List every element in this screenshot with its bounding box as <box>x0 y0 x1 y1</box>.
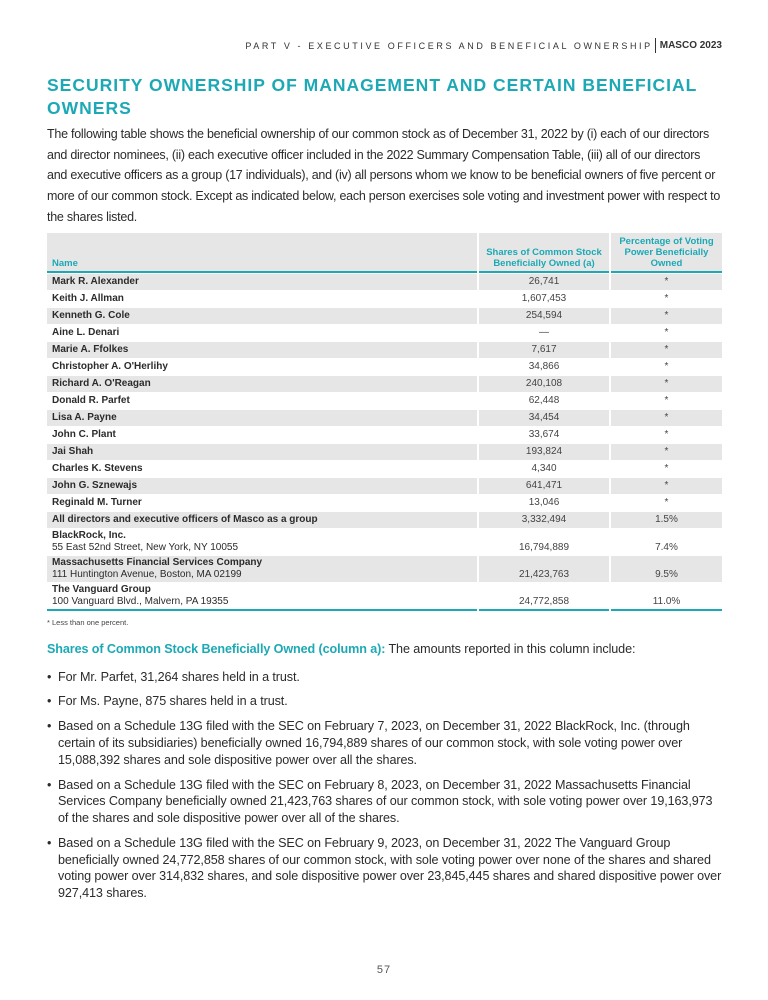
brand-label: MASCO 2023 <box>659 40 722 51</box>
table-row <box>47 274 722 290</box>
table-row <box>47 495 722 511</box>
table-row <box>47 393 722 409</box>
row-name: All directors and executive officers of Masco as a group <box>47 512 477 528</box>
table-row <box>47 478 722 494</box>
row-percentage: * <box>664 394 669 406</box>
table-row <box>47 359 722 375</box>
header-percentage: Percentage of Voting Power Beneficially Owned <box>611 233 722 273</box>
intro-paragraph: The following table shows the beneficial ownership of our common stock as of December 31, 2022 by (i) each of our directors and director nominees, (ii) each executive officer included in the 2022 Summary Compensation Table, (iii) all of our directors and executive officers as a group (17 individuals), and (iv) all persons whom we know to be beneficial owners of five percent or more of our common stock. Except as indicated below, each person exercises sole voting and investment power with respect to the shares listed. <box>47 127 721 224</box>
table-row <box>47 410 722 426</box>
row-percentage: * <box>611 444 722 460</box>
note-text: Based on a Schedule 13G filed with the SEC on February 9, 2023, on December 31, 2022 The Vanguard Group beneficially owned 24,772,858 shares of our common stock, with sole voting power over none of the shares and shared voting power over 314,832 shares, and sole dispositive power over 23,845,445 shares and shared dispositive power over 927,413 shares. <box>58 835 722 901</box>
holder-shares: 21,423,763 <box>479 556 609 582</box>
table-footnote: * Less than one percent. <box>47 617 129 627</box>
row-percentage: * <box>664 462 669 474</box>
holder-name: BlackRock, Inc. <box>52 529 126 541</box>
note-item <box>47 718 723 768</box>
row-name: Mark R. Alexander <box>47 274 477 290</box>
table-row <box>47 325 722 341</box>
holder-name: The Vanguard Group <box>52 583 151 595</box>
holder-percentage: 9.5% <box>611 556 722 582</box>
row-name: Lisa A. Payne <box>47 410 477 426</box>
header-name: Name <box>47 233 477 273</box>
note-text: Based on a Schedule 13G filed with the SEC on February 8, 2023, on December 31, 2022 Massachusetts Financial Services Company beneficially owned 21,423,763 shares of our common stock, with sole voting power over 19,163,973 of the shares and sole dispositive power over all of the shares. <box>58 777 713 826</box>
table-row <box>47 291 722 307</box>
holder-cell <box>47 583 477 611</box>
row-percentage: * <box>611 342 722 358</box>
header-shares: Shares of Common Stock Beneficially Owned (a) <box>479 233 609 273</box>
row-percentage: * <box>664 292 669 304</box>
bullet-icon: • <box>47 694 52 709</box>
row-percentage: * <box>611 410 722 426</box>
row-shares: 3,332,494 <box>479 512 609 528</box>
bullet-icon: • <box>47 719 52 734</box>
row-name: Aine L. Denari <box>52 326 120 338</box>
row-percentage: * <box>611 376 722 392</box>
holder-address: 55 East 52nd Street, New York, NY 10055 <box>52 541 239 553</box>
row-name: Marie A. Ffolkes <box>47 342 477 358</box>
row-shares: 7,617 <box>479 342 609 358</box>
bullet-icon: • <box>47 669 52 684</box>
note-item <box>47 669 723 686</box>
note-text: For Mr. Parfet, 31,264 shares held in a trust. <box>58 669 300 684</box>
row-percentage: * <box>664 496 669 508</box>
bullet-icon: • <box>47 835 52 850</box>
row-shares: — <box>539 326 549 338</box>
table-row <box>47 444 722 460</box>
holder-row <box>47 556 722 582</box>
row-shares: 33,674 <box>528 428 560 440</box>
holder-address: 111 Huntington Avenue, Boston, MA 02199 <box>52 568 242 580</box>
row-shares: 240,108 <box>479 376 609 392</box>
row-shares: 193,824 <box>479 444 609 460</box>
row-shares: 62,448 <box>528 394 560 406</box>
row-percentage: * <box>611 274 722 290</box>
row-name: Kenneth G. Cole <box>47 308 477 324</box>
row-shares: 34,454 <box>479 410 609 426</box>
page-number: 57 <box>376 964 392 976</box>
row-name: Charles K. Stevens <box>52 462 143 474</box>
row-percentage: * <box>611 308 722 324</box>
row-percentage: * <box>664 360 669 372</box>
note-item <box>47 693 723 710</box>
row-shares: 34,866 <box>528 360 560 372</box>
row-shares: 254,594 <box>479 308 609 324</box>
row-percentage: 1.5% <box>611 512 722 528</box>
row-name: Keith J. Allman <box>52 292 124 304</box>
holder-cell <box>47 529 477 555</box>
page-title: SECURITY OWNERSHIP OF MANAGEMENT AND CERTAIN BENEFICIAL OWNERS <box>47 75 698 118</box>
holder-cell <box>47 556 477 582</box>
row-name: John G. Sznewajs <box>47 478 477 494</box>
header-divider <box>655 38 656 53</box>
row-shares: 13,046 <box>528 496 560 508</box>
row-shares: 4,340 <box>531 462 557 474</box>
holder-percentage: 11.0% <box>611 583 722 611</box>
section-title: PART V - EXECUTIVE OFFICERS AND BENEFICIAL OWNERSHIP <box>245 40 653 51</box>
holder-row <box>47 529 722 555</box>
note-text: For Ms. Payne, 875 shares held in a trust. <box>58 694 288 709</box>
table-row <box>47 308 722 324</box>
table-row <box>47 461 722 477</box>
ownership-table <box>45 232 724 612</box>
holder-name: Massachusetts Financial Services Company <box>52 556 263 568</box>
row-percentage: * <box>664 326 669 338</box>
notes-lead: Shares of Common Stock Beneficially Owned (column a): <box>47 641 386 656</box>
notes-lead-text: The amounts reported in this column include: <box>385 641 636 656</box>
holder-row <box>47 583 722 611</box>
note-text: Based on a Schedule 13G filed with the SEC on February 7, 2023, on December 31, 2022 BlackRock, Inc. (through certain of its subsidiaries) beneficially owned 16,794,889 shares of our common stock, with sole voting power over 15,088,392 shares and sole dispositive power over all the shares. <box>58 719 690 767</box>
table-row <box>47 342 722 358</box>
note-item <box>47 835 723 902</box>
holder-shares: 24,772,858 <box>479 583 609 611</box>
notes-list <box>47 669 723 903</box>
holder-percentage: 7.4% <box>655 541 678 553</box>
row-percentage: * <box>611 478 722 494</box>
page-body <box>47 124 723 910</box>
note-item <box>47 777 723 827</box>
table-row <box>47 376 722 392</box>
row-shares: 641,471 <box>479 478 609 494</box>
holder-shares: 16,794,889 <box>518 541 570 553</box>
row-name: John C. Plant <box>52 428 116 440</box>
holder-address: 100 Vanguard Blvd., Malvern, PA 19355 <box>52 595 229 607</box>
row-shares: 26,741 <box>479 274 609 290</box>
row-name: Jai Shah <box>47 444 477 460</box>
row-shares: 1,607,453 <box>521 292 567 304</box>
notes-section <box>47 639 723 903</box>
table-row <box>47 512 722 528</box>
table-row <box>47 427 722 443</box>
row-name: Donald R. Parfet <box>52 394 130 406</box>
row-name: Reginald M. Turner <box>52 496 142 508</box>
row-name: Richard A. O'Reagan <box>47 376 477 392</box>
row-name: Christopher A. O'Herlihy <box>52 360 168 372</box>
bullet-icon: • <box>47 777 52 792</box>
row-percentage: * <box>664 428 669 440</box>
running-header <box>245 38 722 53</box>
